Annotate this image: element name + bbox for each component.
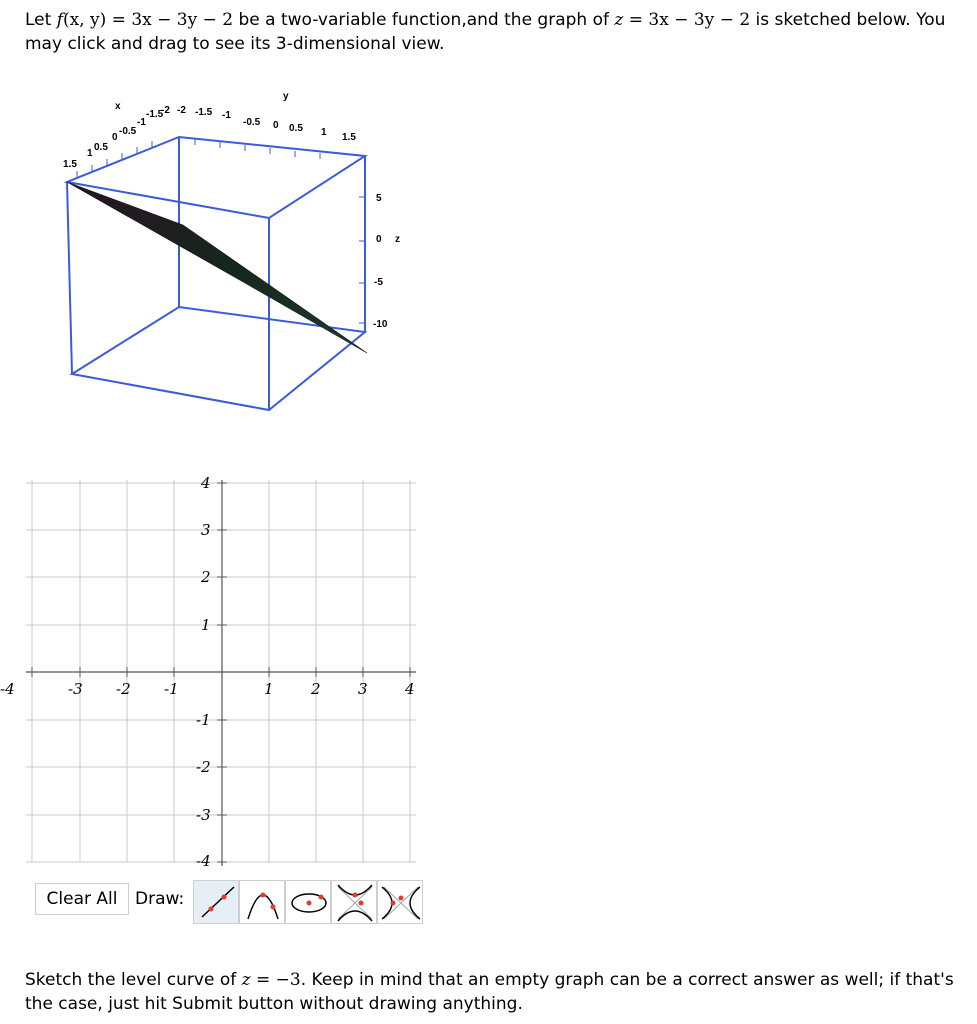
z-tick-1: 0	[376, 234, 382, 245]
y-tick-4: 0	[273, 120, 279, 131]
level-curve-graph[interactable]	[0, 470, 430, 870]
x-tick-label: 3	[358, 680, 368, 698]
ellipse-tool-button[interactable]	[285, 880, 331, 924]
x-tick-label: -4	[0, 680, 15, 698]
function-name: f	[56, 10, 63, 30]
y-tick-label: -2	[196, 758, 211, 776]
y-tick-label: 4	[201, 474, 211, 492]
z-variable: z	[614, 10, 624, 30]
function-args: (x, y)	[63, 10, 107, 30]
hyperbola-horizontal-tool-icon	[378, 881, 424, 925]
line-tool-icon	[194, 881, 240, 925]
question-text-1: Sketch the level curve of	[25, 970, 242, 990]
y-tick-label: -3	[196, 806, 211, 824]
x-tick-label: 1	[264, 680, 274, 698]
parabola-tool-icon	[240, 881, 286, 925]
axes	[26, 480, 416, 866]
x-tick-1: 1	[87, 148, 93, 159]
x-tick-0: 1.5	[63, 159, 77, 170]
clear-all-button[interactable]: Clear All	[35, 883, 129, 915]
y-tick-label: 2	[201, 568, 211, 586]
hyperbola-horizontal-tool-button[interactable]	[377, 880, 423, 924]
x-tick-5: -1	[137, 117, 146, 128]
x-tick-6: -1.5	[146, 109, 164, 120]
x-tick-3: 0	[112, 132, 118, 143]
y-tick-6: 1	[321, 127, 327, 138]
draw-label: Draw:	[135, 889, 185, 909]
z-tick-2: -5	[374, 277, 383, 288]
x-axis-label: x	[115, 101, 121, 112]
x-tick-label: -1	[164, 680, 179, 698]
y-tick-7: 1.5	[342, 132, 356, 143]
parabola-tool-button[interactable]	[239, 880, 285, 924]
surface-plane	[67, 182, 367, 353]
z-tick-0: 5	[376, 193, 382, 204]
y-tick-1: -1.5	[195, 107, 213, 118]
drawing-toolbar	[35, 880, 455, 920]
line-tool-button[interactable]	[193, 880, 239, 924]
y-tick-3: -0.5	[243, 117, 261, 128]
surface-3d-plot[interactable]	[55, 85, 415, 465]
prompt-text-2: be a two-variable function,and the graph of	[233, 10, 615, 30]
hyperbola-vertical-tool-icon	[332, 881, 378, 925]
z-tick-3: -10	[373, 319, 388, 330]
problem-statement	[25, 8, 955, 56]
axis-ticks	[77, 139, 365, 323]
prompt-text-1: Let	[25, 10, 57, 30]
question-text	[25, 968, 955, 1016]
y-tick-2: -1	[222, 110, 231, 121]
function-equation: = 3x − 3y − 2	[106, 10, 234, 30]
x-tick-4: -0.5	[119, 126, 137, 137]
question-z-variable: z	[241, 970, 251, 990]
x-tick-7: -2	[161, 105, 170, 116]
x-tick-label: -3	[68, 680, 83, 698]
grid-lines	[26, 480, 416, 862]
y-tick-0: -2	[177, 105, 186, 116]
y-axis-label: y	[283, 91, 289, 102]
y-tick-label: 1	[201, 616, 211, 634]
y-tick-label: -1	[196, 711, 211, 729]
y-tick-label: 3	[201, 521, 211, 539]
bounding-box	[67, 137, 365, 410]
ellipse-tool-icon	[286, 881, 332, 925]
x-tick-label: -2	[116, 680, 131, 698]
x-tick-label: 4	[405, 680, 415, 698]
y-tick-5: 0.5	[289, 123, 303, 134]
x-tick-2: 0.5	[94, 142, 108, 153]
prompt-text-3: is sketched below. You may click and drag to see its 3-dimensional view.	[25, 10, 946, 54]
z-axis-label: z	[395, 234, 400, 245]
question-text-2: . Keep in mind that an empty graph can be a correct answer as well; if that's the case, just hit Submit button without drawing anything.	[25, 970, 954, 1014]
x-tick-label: 2	[311, 680, 321, 698]
y-tick-label: -4	[196, 852, 211, 870]
hyperbola-vertical-tool-button[interactable]	[331, 880, 377, 924]
graph-equation: = 3x − 3y − 2	[623, 10, 751, 30]
question-level-value: = −3	[250, 970, 301, 990]
